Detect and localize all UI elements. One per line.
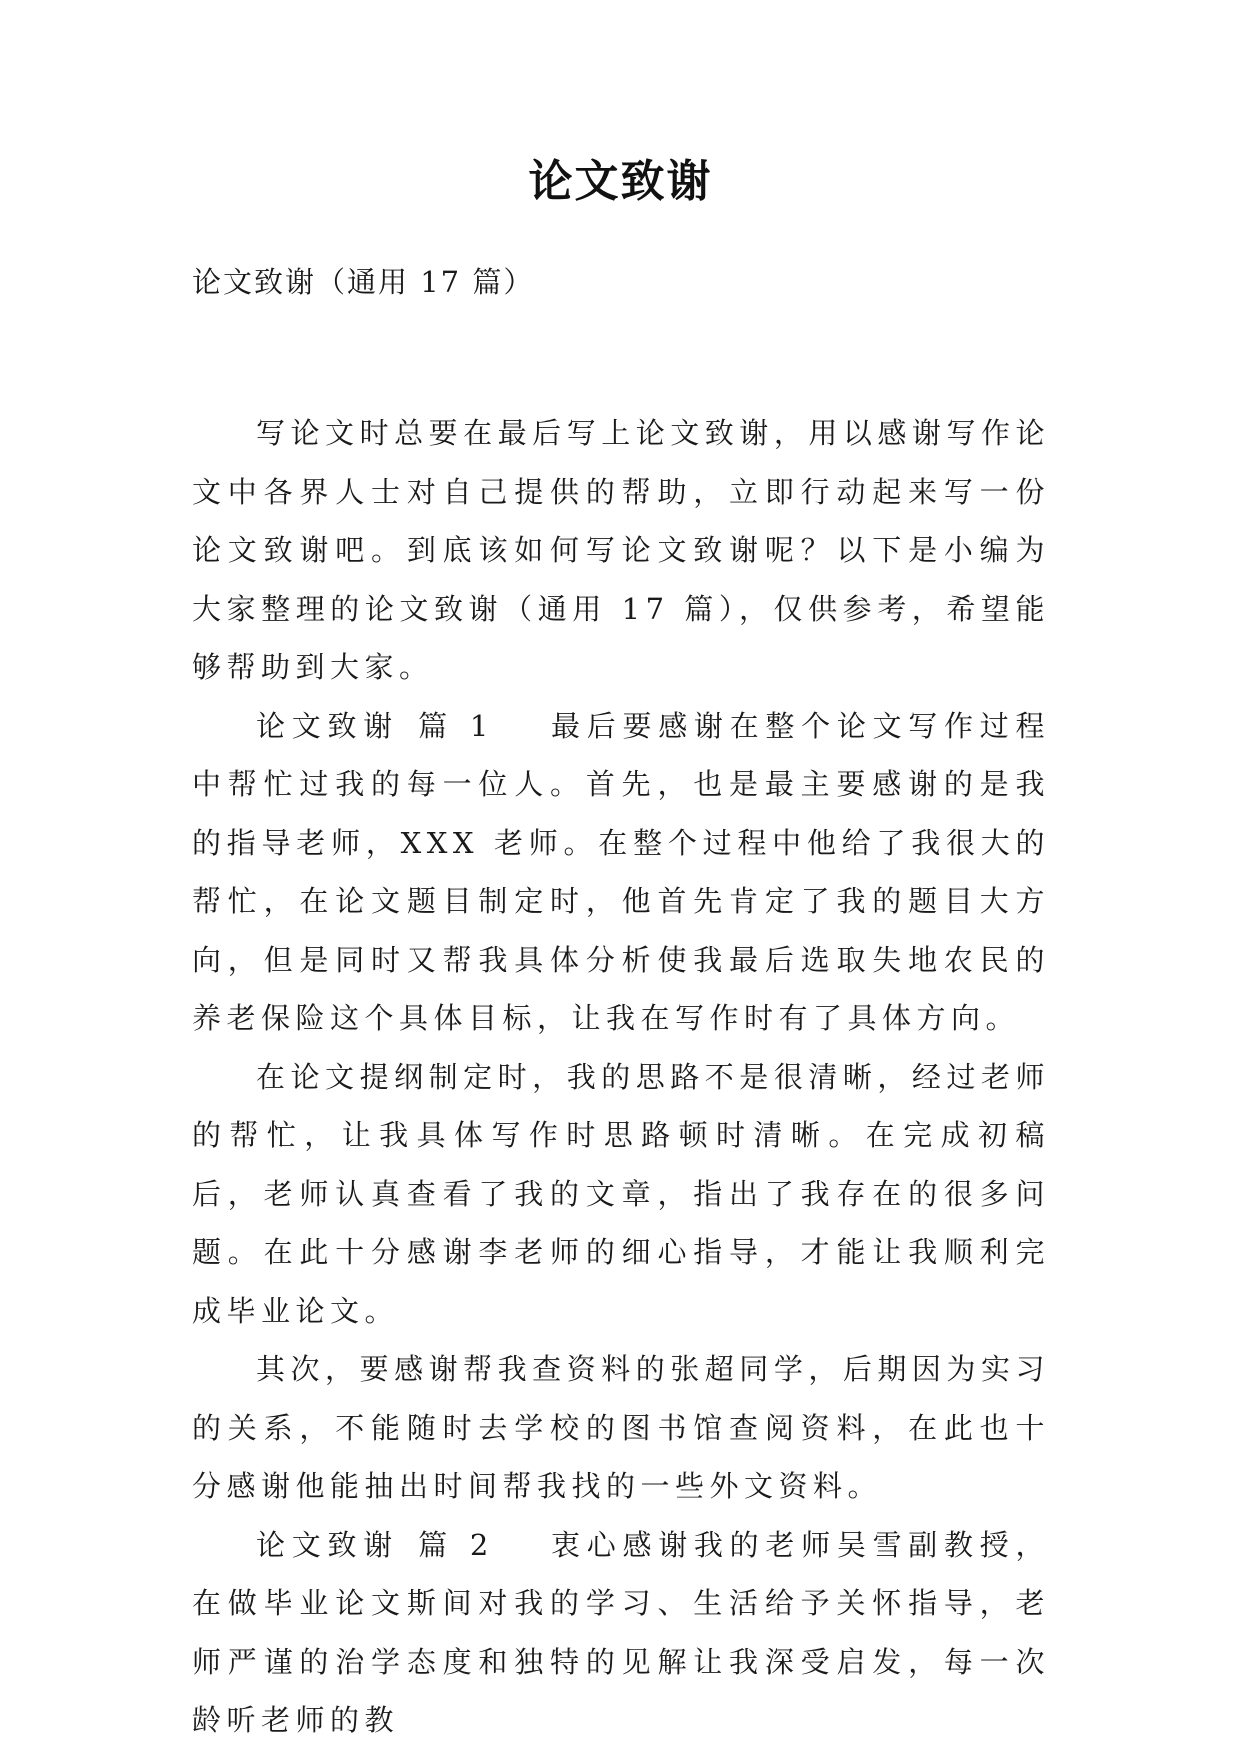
section-1-paragraph-1 (192, 697, 1050, 1048)
section-2-number: 篇 2 (416, 1527, 494, 1562)
section-2-heading: 论文致谢 (256, 1527, 399, 1562)
document-subtitle: 论文致谢（通用 17 篇） (192, 265, 535, 299)
section-2-paragraph-1 (192, 1516, 1050, 1750)
document-title: 论文致谢 (528, 156, 713, 207)
intro-paragraph: 写论文时总要在最后写上论文致谢，用以感谢写作论文中各界人士对自己提供的帮助，立即行动起来写一份论文致谢吧。到底该如何写论文致谢呢？以下是小编为大家整理的论文致谢（通用 17 篇），仅供参考，希望能够帮助到大家。 (192, 416, 1050, 684)
section-1-paragraph-3: 其次，要感谢帮我查资料的张超同学，后期因为实习的关系，不能随时去学校的图书馆查阅资料，在此也十分感谢他能抽出时间帮我找的一些外文资料。 (192, 1352, 1050, 1503)
section-1-heading: 论文致谢 (256, 708, 399, 743)
document-body (192, 404, 1050, 1750)
section-1-paragraph-2: 在论文提纲制定时，我的思路不是很清晰，经过老师的帮忙，让我具体写作时思路顿时清晰。在完成初稿后，老师认真查看了我的文章，指出了我存在的很多问题。在此十分感谢李老师的细心指导，才能让我顺利完成毕业论文。 (192, 1059, 1050, 1328)
section-1-text-1: 最后要感谢在整个论文写作过程中帮忙过我的每一位人。首先，也是最主要感谢的是我的指导老师，XXX 老师。在整个过程中他给了我很大的帮忙，在论文题目制定时，他首先肯定了我的题目大方向，但是同时又帮我具体分析使我最后选取失地农民的养老保险这个具体目标，让我在写作时有了具体方向。 (192, 708, 1050, 1035)
section-2-text-1: 衷心感谢我的老师吴雪副教授，在做毕业论文斯间对我的学习、生活给予关怀指导，老师严谨的治学态度和独特的见解让我深受启发，每一次龄听老师的教 (192, 1527, 1050, 1737)
section-1-number: 篇 1 (416, 708, 494, 743)
